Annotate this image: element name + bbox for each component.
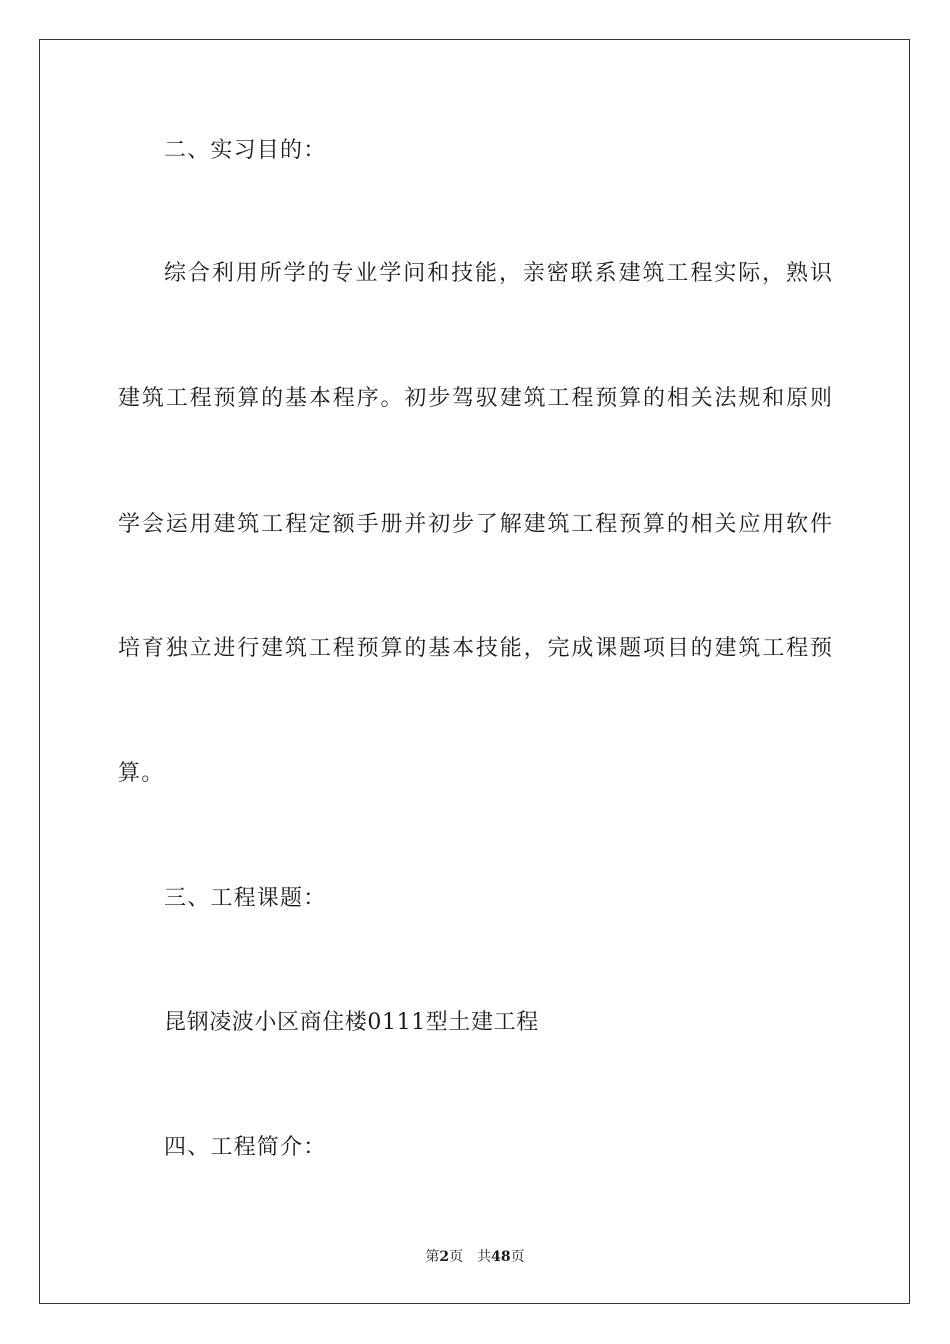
paragraph-line-5: 算。	[118, 761, 165, 786]
paragraph-line-1: 综合利用所学的专业学问和技能，亲密联系建筑工程实际，熟识	[164, 261, 832, 286]
paragraph-line-4: 培育独立进行建筑工程预算的基本技能，完成课题项目的建筑工程预	[118, 636, 832, 661]
footer-page-prefix: 第	[425, 1249, 440, 1265]
paragraph-line-2: 建筑工程预算的基本程序。初步驾驭建筑工程预算的相关法规和原则	[118, 386, 832, 411]
page-footer	[0, 1247, 950, 1267]
section-heading-project: 三、工程课题：	[164, 886, 327, 911]
footer-total-pages: 48	[491, 1249, 511, 1265]
project-title: 昆钢凌波小区商住楼0111型土建工程	[164, 1010, 539, 1035]
section-heading-purpose: 二、实习目的：	[164, 138, 327, 163]
footer-page-suffix: 页	[449, 1249, 464, 1265]
footer-page-number: 2	[439, 1249, 450, 1265]
page-border	[39, 39, 910, 1304]
section-heading-intro: 四、工程简介：	[164, 1135, 327, 1160]
footer-total-suffix: 页	[510, 1249, 525, 1265]
footer-total-prefix: 共	[477, 1249, 492, 1265]
paragraph-line-3: 学会运用建筑工程定额手册并初步了解建筑工程预算的相关应用软件	[118, 512, 832, 537]
